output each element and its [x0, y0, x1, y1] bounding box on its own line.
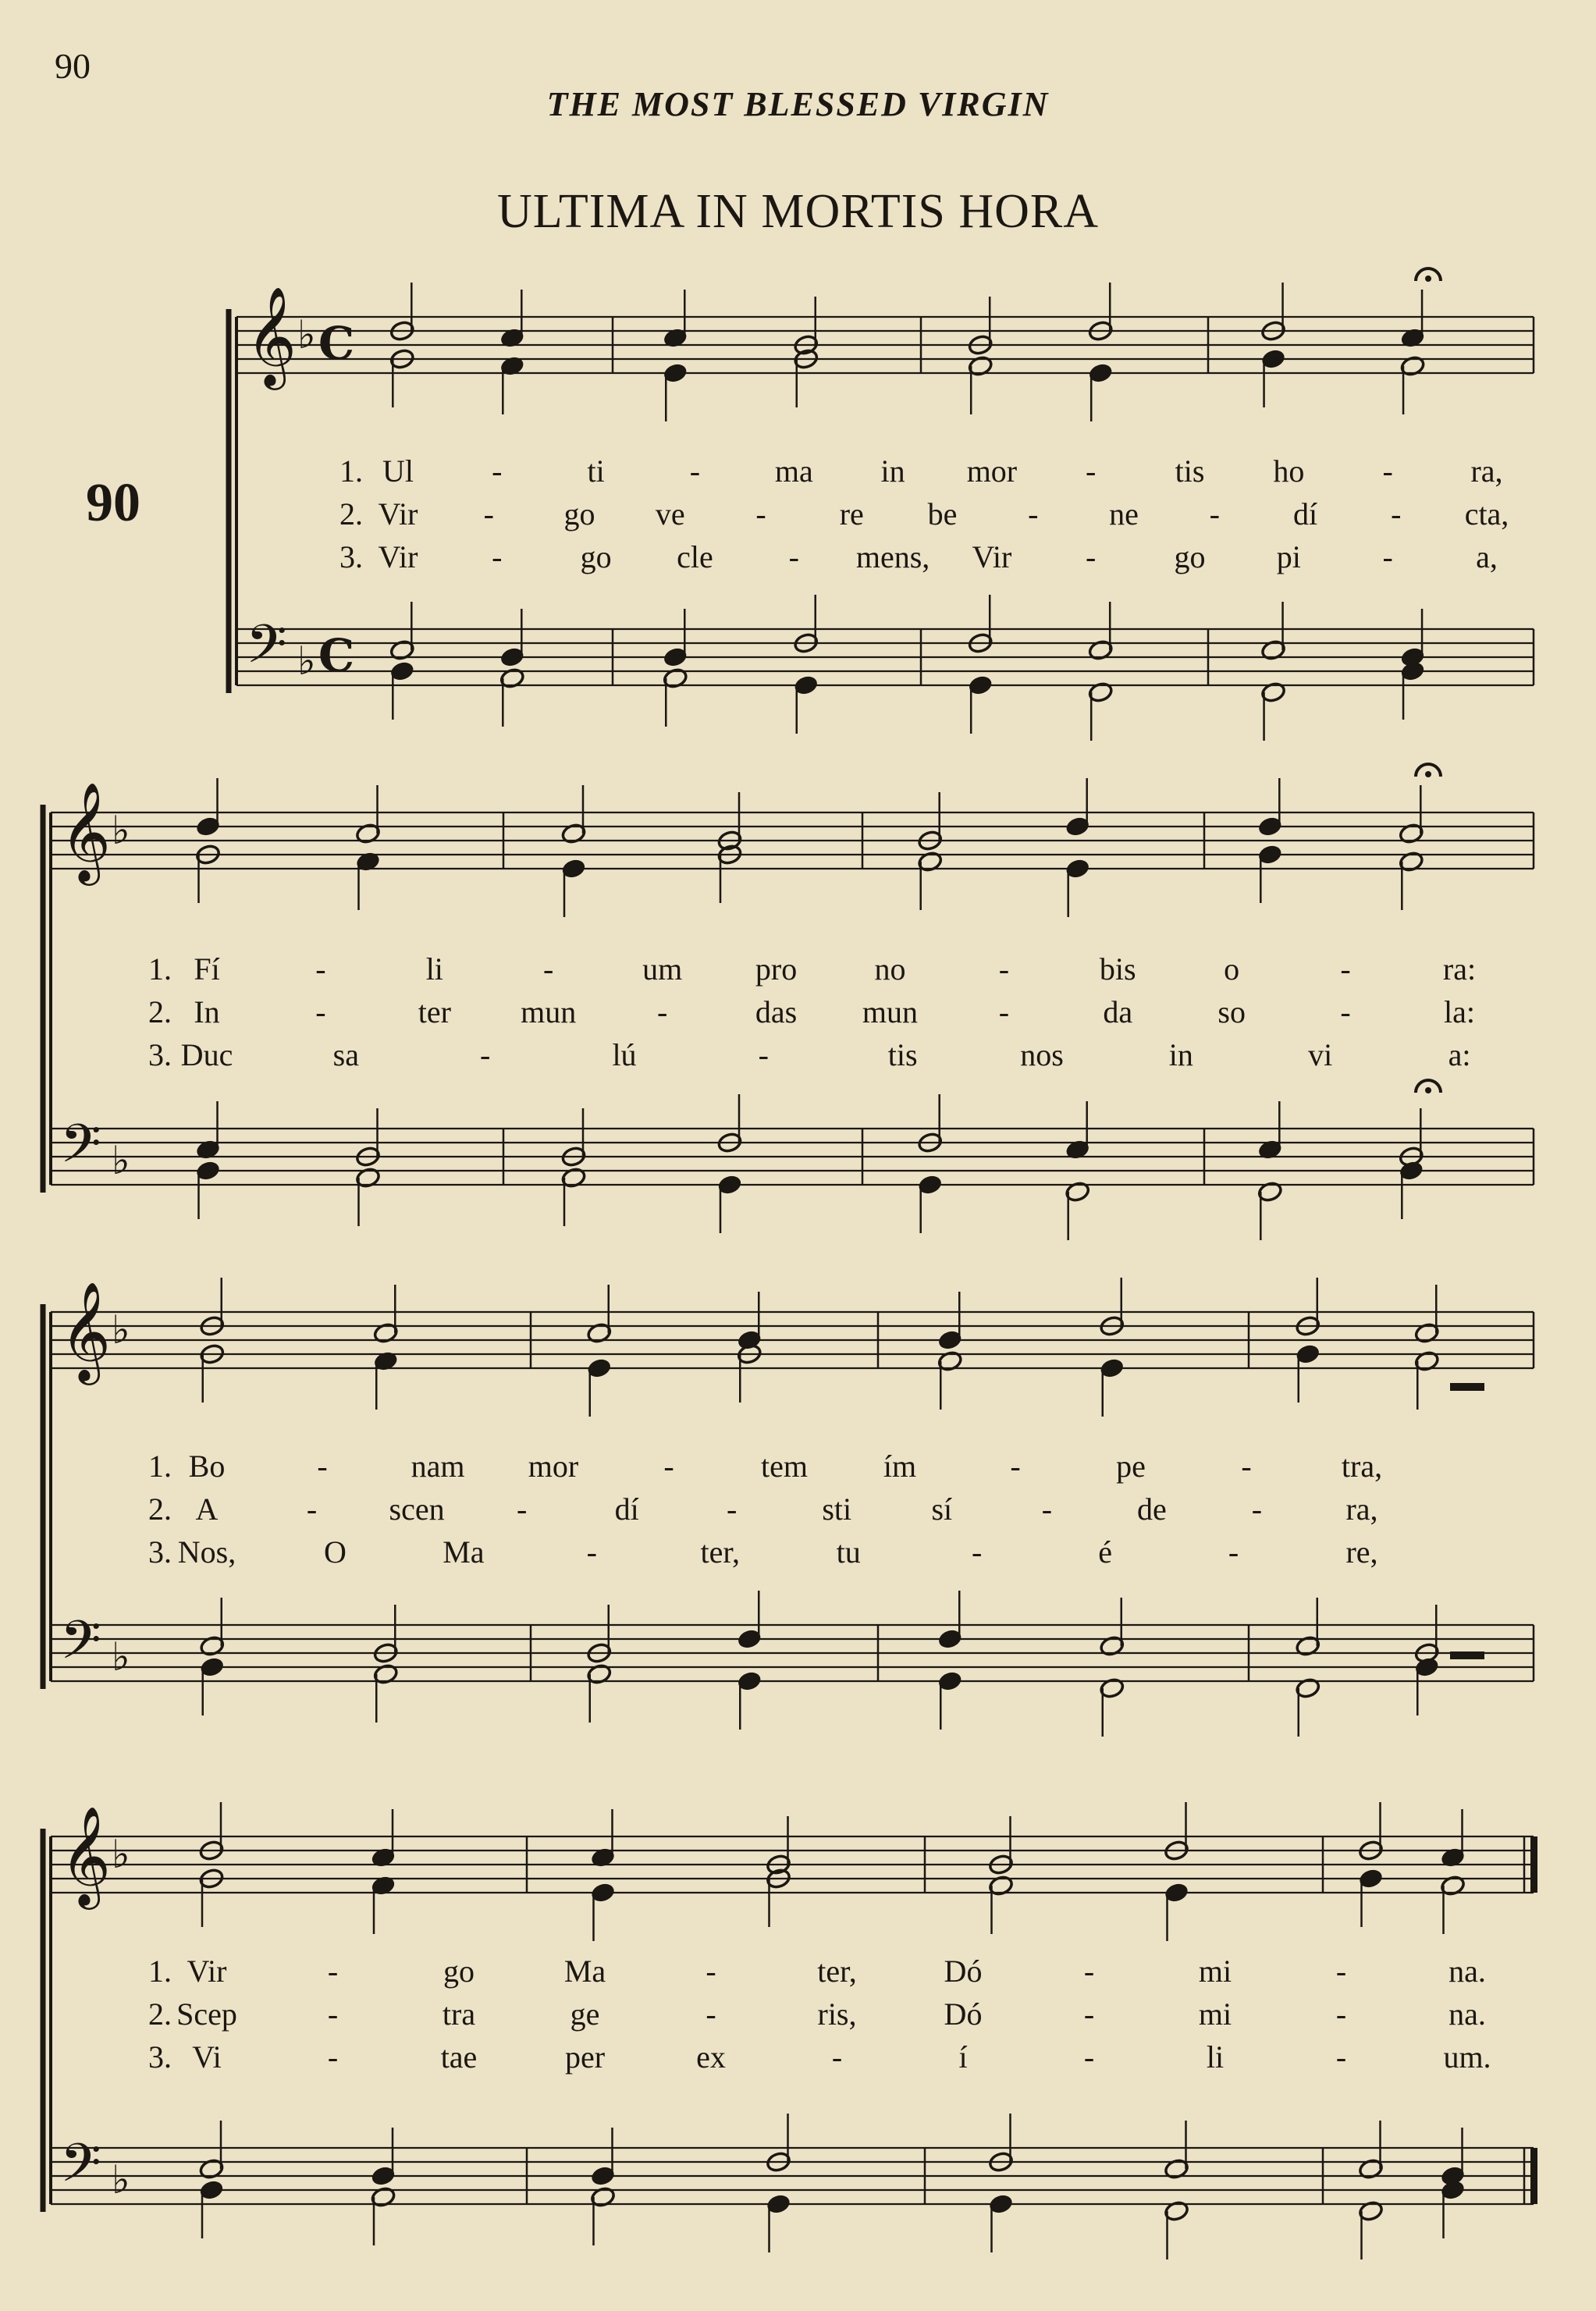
syllable-hyphen: -: [998, 951, 1010, 987]
hymn-title: ULTIMA IN MORTIS HORA: [496, 185, 1100, 238]
lyric-syllable: tra: [442, 1996, 476, 2032]
lyric-syllable: tem: [761, 1449, 808, 1484]
lyric-syllable: ve: [655, 496, 685, 532]
lyric-syllable: ris,: [817, 1996, 857, 2032]
syllable-hyphen: -: [317, 1449, 328, 1484]
lyric-syllable: so: [1217, 994, 1246, 1029]
lyric-syllable: go: [1174, 539, 1206, 574]
lyric-syllable: tis: [1175, 453, 1205, 489]
syllable-hyphen: -: [706, 1996, 716, 2032]
syllable-hyphen: -: [327, 1954, 339, 1989]
lyric-syllable: cta,: [1464, 496, 1509, 532]
lyric-syllable: na.: [1448, 1954, 1486, 1989]
syllable-hyphen: -: [1251, 1491, 1263, 1527]
lyric-syllable: Vir: [972, 539, 1012, 574]
syllable-hyphen: -: [1335, 1954, 1347, 1989]
bass-clef-icon: 𝄢: [60, 2133, 101, 2207]
common-time-icon: C: [318, 629, 355, 682]
verse-number: 1.: [148, 1449, 172, 1484]
syllable-hyphen: -: [1083, 1954, 1095, 1989]
page-number: 90: [55, 46, 91, 86]
lyric-syllable: ter,: [700, 1534, 741, 1570]
lyric-syllable: um.: [1443, 2039, 1491, 2075]
syllable-hyphen: -: [656, 994, 668, 1029]
lyric-syllable: ex: [696, 2039, 726, 2075]
syllable-hyphen: -: [1241, 1449, 1252, 1484]
flat-icon: ♭: [297, 638, 316, 684]
flat-icon: ♭: [297, 312, 316, 357]
syllable-hyphen: -: [1391, 496, 1402, 532]
syllable-hyphen: -: [1083, 1996, 1095, 2032]
syllable-hyphen: -: [1209, 496, 1220, 532]
lyric-syllable: mun: [521, 994, 577, 1029]
lyric-syllable: lú: [612, 1037, 637, 1072]
flat-icon: ♭: [112, 1307, 130, 1353]
syllable-hyphen: -: [1086, 539, 1097, 574]
verse-number: 2.: [339, 496, 363, 532]
lyric-syllable: mi: [1198, 1996, 1232, 2032]
lyric-syllable: Scep: [176, 1996, 237, 2032]
lyric-syllable: na.: [1448, 1996, 1486, 2032]
verse-number: 1.: [339, 453, 363, 489]
syllable-hyphen: -: [327, 1996, 339, 2032]
syllable-hyphen: -: [1010, 1449, 1021, 1484]
lyric-syllable: sí: [931, 1491, 953, 1527]
lyric-syllable: Dó: [944, 1954, 983, 1989]
syllable-hyphen: -: [492, 453, 503, 489]
lyric-syllable: Dó: [944, 1996, 983, 2032]
lyric-syllable: sa: [332, 1037, 359, 1072]
lyric-syllable: pro: [755, 951, 798, 987]
lyric-syllable: mun: [862, 994, 919, 1029]
lyric-syllable: um: [642, 951, 683, 987]
lyric-syllable: ter: [418, 994, 451, 1029]
lyric-syllable: go: [563, 496, 595, 532]
lyric-syllable: go: [580, 539, 612, 574]
syllable-hyphen: -: [831, 2039, 843, 2075]
lyric-syllable: tae: [440, 2039, 478, 2075]
lyric-syllable: í: [958, 2039, 968, 2075]
lyric-syllable: Ma: [563, 1954, 606, 1989]
flat-icon: ♭: [112, 1832, 130, 1877]
lyric-syllable: ra:: [1442, 951, 1477, 987]
lyric-syllable: da: [1103, 994, 1133, 1029]
verse-number: 1.: [148, 951, 172, 987]
verse-number: 3.: [148, 2039, 172, 2075]
verse-number: 2.: [148, 1996, 172, 2032]
syllable-hyphen: -: [483, 496, 494, 532]
lyric-syllable: Ul: [382, 453, 414, 489]
lyric-syllable: in: [880, 453, 905, 489]
lyric-syllable: pi: [1276, 539, 1301, 574]
syllable-hyphen: -: [727, 1491, 738, 1527]
syllable-hyphen: -: [586, 1534, 597, 1570]
syllable-hyphen: -: [689, 453, 701, 489]
lyric-syllable: cle: [677, 539, 713, 574]
common-time-icon: C: [318, 317, 355, 370]
lyric-syllable: ma: [774, 453, 813, 489]
syllable-hyphen: -: [1335, 1996, 1347, 2032]
lyric-syllable: de: [1137, 1491, 1167, 1527]
lyric-syllable: Vi: [192, 2039, 222, 2075]
flat-icon: ♭: [112, 808, 130, 853]
verse-number: 2.: [148, 1491, 172, 1527]
verse-number: 3.: [148, 1534, 172, 1570]
syllable-hyphen: -: [479, 1037, 491, 1072]
lyric-syllable: nam: [411, 1449, 465, 1484]
syllable-hyphen: -: [758, 1037, 769, 1072]
syllable-hyphen: -: [1041, 1491, 1053, 1527]
bass-clef-icon: 𝄢: [60, 1610, 101, 1684]
syllable-hyphen: -: [1228, 1534, 1239, 1570]
lyric-syllable: ho: [1273, 453, 1305, 489]
lyric-syllable: no: [874, 951, 906, 987]
lyric-syllable: ra,: [1470, 453, 1503, 489]
lyric-syllable: re,: [1345, 1534, 1378, 1570]
lyric-syllable: Vir: [378, 496, 418, 532]
lyric-syllable: ne: [1109, 496, 1139, 532]
lyric-syllable: go: [443, 1954, 475, 1989]
verse-number: 1.: [148, 1954, 172, 1989]
bass-clef-icon: 𝄢: [60, 1114, 101, 1188]
syllable-hyphen: -: [516, 1491, 528, 1527]
syllable-hyphen: -: [998, 994, 1010, 1029]
lyric-syllable: Fí: [194, 951, 220, 987]
lyric-syllable: Ma: [443, 1534, 485, 1570]
flat-icon: ♭: [112, 2157, 130, 2203]
lyric-syllable: re: [839, 496, 864, 532]
final-barline-thick: [1530, 2148, 1537, 2204]
lyric-syllable: per: [564, 2039, 606, 2075]
syllable-hyphen: -: [543, 951, 554, 987]
half-rest-icon: [1450, 1651, 1484, 1659]
lyric-syllable: Bo: [188, 1449, 226, 1484]
lyric-syllable: a:: [1448, 1037, 1471, 1072]
lyric-syllable: be: [927, 496, 958, 532]
bass-clef-icon: 𝄢: [246, 614, 287, 688]
final-barline-thick: [1530, 1836, 1537, 1893]
lyric-syllable: li: [1206, 2039, 1225, 2075]
lyric-syllable: o: [1224, 951, 1240, 987]
lyric-syllable: vi: [1308, 1037, 1333, 1072]
syllable-hyphen: -: [1382, 539, 1393, 574]
syllable-hyphen: -: [1340, 951, 1351, 987]
lyric-syllable: Vir: [378, 539, 418, 574]
syllable-hyphen: -: [1083, 2039, 1095, 2075]
syllable-hyphen: -: [788, 539, 799, 574]
lyric-syllable: a,: [1476, 539, 1498, 574]
lyric-syllable: ra,: [1345, 1491, 1378, 1527]
syllable-hyphen: -: [315, 994, 326, 1029]
verse-number: 3.: [148, 1037, 172, 1072]
syllable-hyphen: -: [327, 2039, 339, 2075]
lyric-syllable: Duc: [180, 1037, 233, 1072]
lyric-syllable: é: [1098, 1534, 1112, 1570]
lyric-syllable: nos: [1020, 1037, 1064, 1072]
lyric-syllable: scen: [389, 1491, 445, 1527]
treble-clef-icon: 𝄞: [60, 1805, 112, 1905]
lyric-syllable: mor: [966, 453, 1018, 489]
treble-clef-icon: 𝄞: [60, 781, 112, 881]
lyric-syllable: O: [323, 1534, 347, 1570]
lyric-syllable: in: [1168, 1037, 1193, 1072]
syllable-hyphen: -: [315, 951, 326, 987]
lyric-syllable: ge: [570, 1996, 600, 2032]
lyric-syllable: das: [755, 994, 798, 1029]
lyric-syllable: tis: [887, 1037, 918, 1072]
flat-icon: ♭: [112, 1634, 130, 1680]
syllable-hyphen: -: [1086, 453, 1097, 489]
lyric-syllable: ím: [883, 1449, 917, 1484]
treble-clef-icon: 𝄞: [60, 1281, 112, 1381]
fermata-dot: [1425, 276, 1431, 282]
fermata-dot: [1425, 771, 1431, 777]
verse-number: 2.: [148, 994, 172, 1029]
lyric-syllable: dí: [1292, 496, 1318, 532]
syllable-hyphen: -: [706, 1954, 716, 1989]
syllable-hyphen: -: [306, 1491, 318, 1527]
lyric-syllable: A: [195, 1491, 219, 1527]
syllable-hyphen: -: [1335, 2039, 1347, 2075]
syllable-hyphen: -: [663, 1449, 674, 1484]
flat-icon: ♭: [112, 1138, 130, 1183]
lyric-syllable: tu: [836, 1534, 861, 1570]
half-rest-icon: [1450, 1383, 1484, 1391]
lyric-syllable: mens,: [855, 539, 930, 574]
lyric-syllable: ter,: [817, 1954, 857, 1989]
lyric-syllable: dí: [614, 1491, 639, 1527]
lyric-syllable: la:: [1444, 994, 1475, 1029]
lyric-syllable: Vir: [187, 1954, 227, 1989]
syllable-hyphen: -: [1340, 994, 1351, 1029]
running-head: THE MOST BLESSED VIRGIN: [546, 85, 1050, 123]
verse-number: 3.: [339, 539, 363, 574]
fermata-dot: [1425, 1087, 1431, 1093]
lyric-syllable: tra,: [1341, 1449, 1383, 1484]
lyric-syllable: In: [194, 994, 220, 1029]
lyric-syllable: pe: [1116, 1449, 1146, 1484]
lyric-syllable: mi: [1198, 1954, 1232, 1989]
syllable-hyphen: -: [755, 496, 766, 532]
lyric-syllable: li: [425, 951, 443, 987]
syllable-hyphen: -: [971, 1534, 983, 1570]
treble-clef-icon: 𝄞: [246, 286, 297, 386]
syllable-hyphen: -: [492, 539, 503, 574]
lyric-syllable: sti: [822, 1491, 852, 1527]
lyric-syllable: mor: [528, 1449, 579, 1484]
lyric-syllable: bis: [1099, 951, 1136, 987]
lyric-syllable: Nos,: [177, 1534, 236, 1570]
hymn-number: 90: [86, 473, 140, 533]
syllable-hyphen: -: [1028, 496, 1039, 532]
lyric-syllable: ti: [587, 453, 605, 489]
syllable-hyphen: -: [1382, 453, 1393, 489]
